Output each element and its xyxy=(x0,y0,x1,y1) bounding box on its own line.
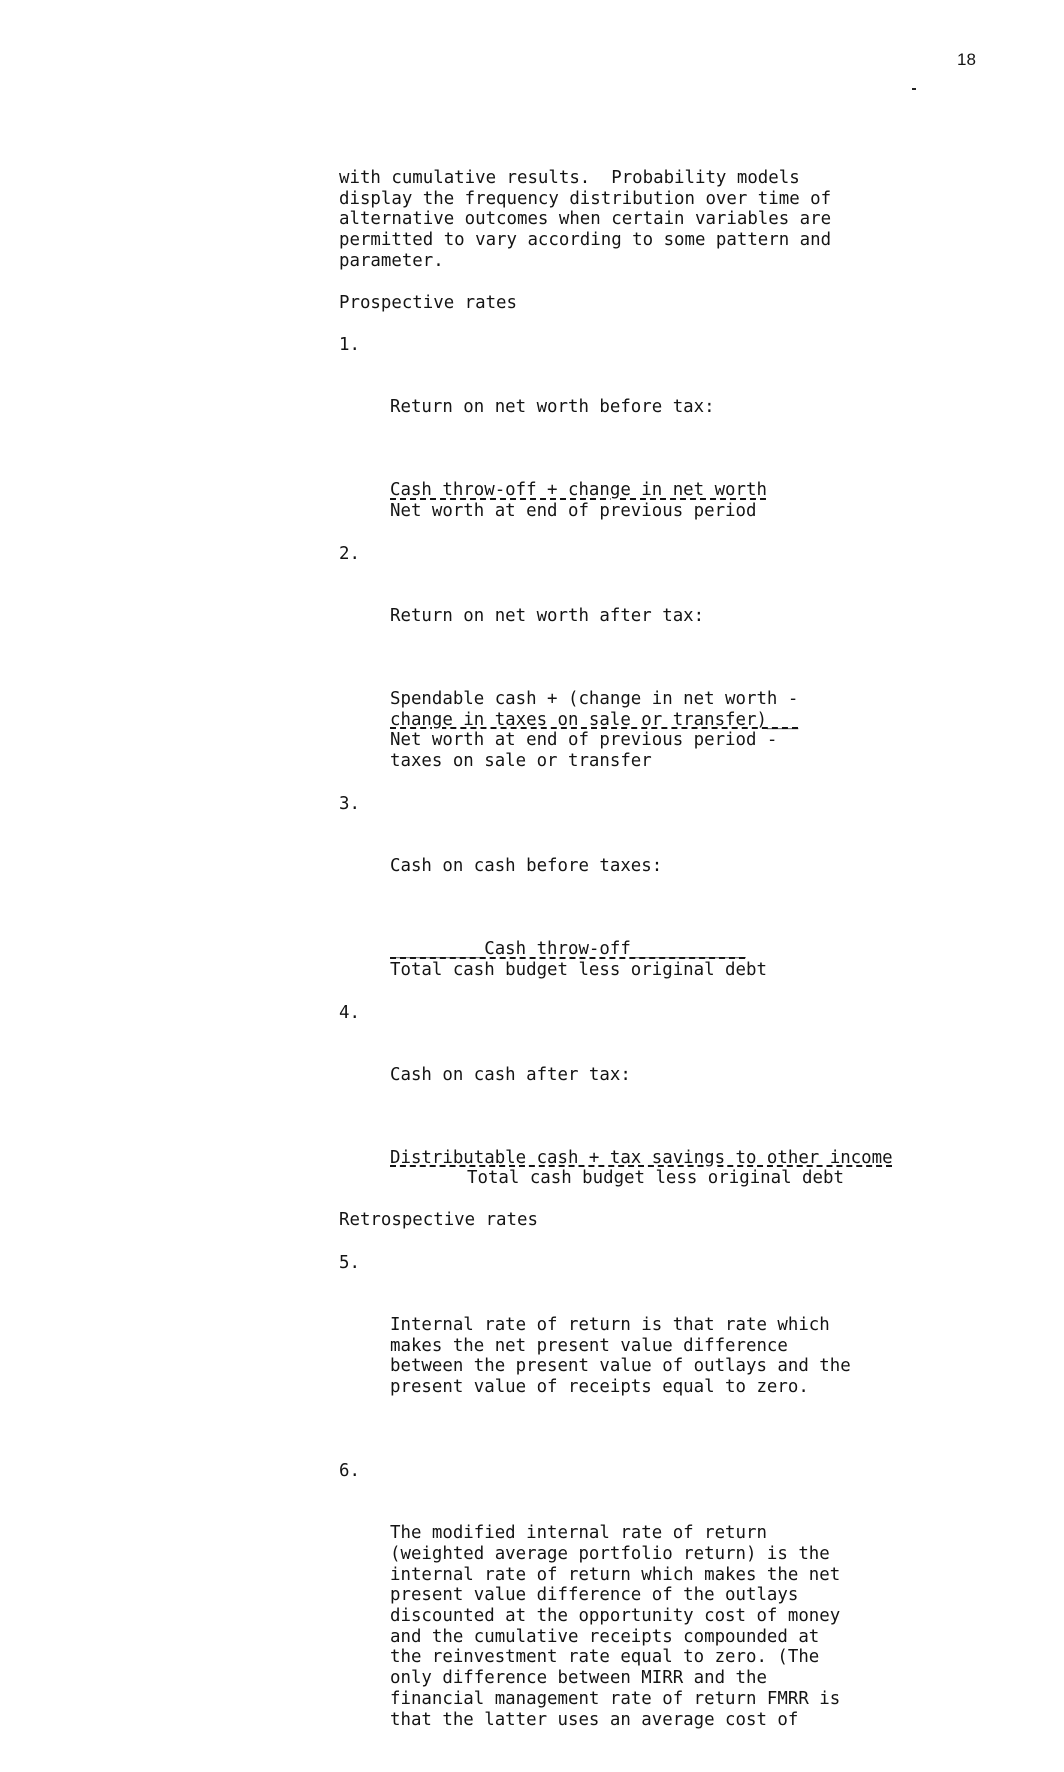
item-line: (weighted average portfolio return) is the xyxy=(390,1543,830,1564)
item-number: 3. xyxy=(339,793,360,814)
item-label: Return on net worth before tax: xyxy=(390,397,715,418)
item-label: Return on net worth after tax: xyxy=(390,605,705,626)
formula-1 xyxy=(390,480,1039,521)
item-number: 6. xyxy=(339,1461,360,1482)
item-text xyxy=(390,1315,1039,1398)
intro-line: with cumulative results. Probability models xyxy=(339,168,800,188)
formula-numerator: Distributable cash + tax savings to other income xyxy=(390,1147,893,1168)
item-line: only difference between MIRR and the xyxy=(390,1668,767,1689)
item-label: Cash on cash before taxes: xyxy=(390,855,663,876)
prospective-item-3 xyxy=(339,794,1039,918)
item-line: makes the net present value difference xyxy=(390,1335,788,1356)
item-line: and the cumulative receipts compounded at xyxy=(390,1626,820,1647)
item-line: that the latter uses an average cost of xyxy=(390,1709,799,1730)
item-number: 4. xyxy=(339,1002,360,1023)
item-number: 5. xyxy=(339,1252,360,1273)
formula-numerator-top: Spendable cash + (change in net worth - xyxy=(390,689,799,710)
intro-paragraph xyxy=(339,168,1039,272)
prospective-item-2 xyxy=(339,544,1039,668)
item-number: 1. xyxy=(339,335,360,356)
item-line: discounted at the opportunity cost of money xyxy=(390,1606,841,1627)
item-number: 2. xyxy=(339,543,360,564)
item-line: present value of receipts equal to zero. xyxy=(390,1377,809,1398)
formula-denominator: Net worth at end of previous period xyxy=(390,501,757,522)
formula-numerator: _________Cash throw-off___________ xyxy=(390,939,746,960)
item-label: Cash on cash after tax: xyxy=(390,1064,631,1085)
document-body xyxy=(339,168,1039,1772)
item-line: financial management rate of return FMRR is xyxy=(390,1688,841,1709)
retrospective-item-5 xyxy=(339,1253,1039,1439)
intro-line: permitted to vary according to some pattern and xyxy=(339,230,832,251)
item-text xyxy=(390,1523,1039,1730)
prospective-item-4 xyxy=(339,1003,1039,1127)
formula-denominator: Total cash budget less original debt xyxy=(390,959,767,980)
prospective-heading: Prospective rates xyxy=(339,292,517,313)
formula-denominator: Net worth at end of previous period - xyxy=(390,730,778,751)
intro-line: parameter. xyxy=(339,250,444,271)
item-line: between the present value of outlays and the xyxy=(390,1356,851,1377)
intro-line: alternative outcomes when certain variables are xyxy=(339,209,832,230)
item-line: internal rate of return which makes the net xyxy=(390,1564,841,1585)
stray-mark xyxy=(912,88,916,90)
retrospective-heading: Retrospective rates xyxy=(339,1210,538,1231)
formula-2 xyxy=(390,689,1039,772)
formula-3 xyxy=(390,939,1039,980)
formula-4 xyxy=(390,1148,1039,1189)
formula-numerator: change in taxes on sale or transfer)___ xyxy=(390,709,799,730)
item-line: present value difference of the outlays xyxy=(390,1585,799,1606)
prospective-item-1 xyxy=(339,335,1039,459)
intro-line: display the frequency distribution over time of xyxy=(339,188,832,209)
page-number: 18 xyxy=(957,50,976,69)
item-line: The modified internal rate of return xyxy=(390,1523,767,1544)
formula-numerator: Cash throw-off + change in net worth xyxy=(390,480,767,501)
formula-denominator: taxes on sale or transfer xyxy=(390,751,652,772)
retrospective-item-6 xyxy=(339,1461,1039,1772)
formula-denominator: Total cash budget less original debt xyxy=(467,1168,844,1189)
item-line: the reinvestment rate equal to zero. (The xyxy=(390,1647,820,1668)
item-line: Internal rate of return is that rate which xyxy=(390,1314,830,1335)
